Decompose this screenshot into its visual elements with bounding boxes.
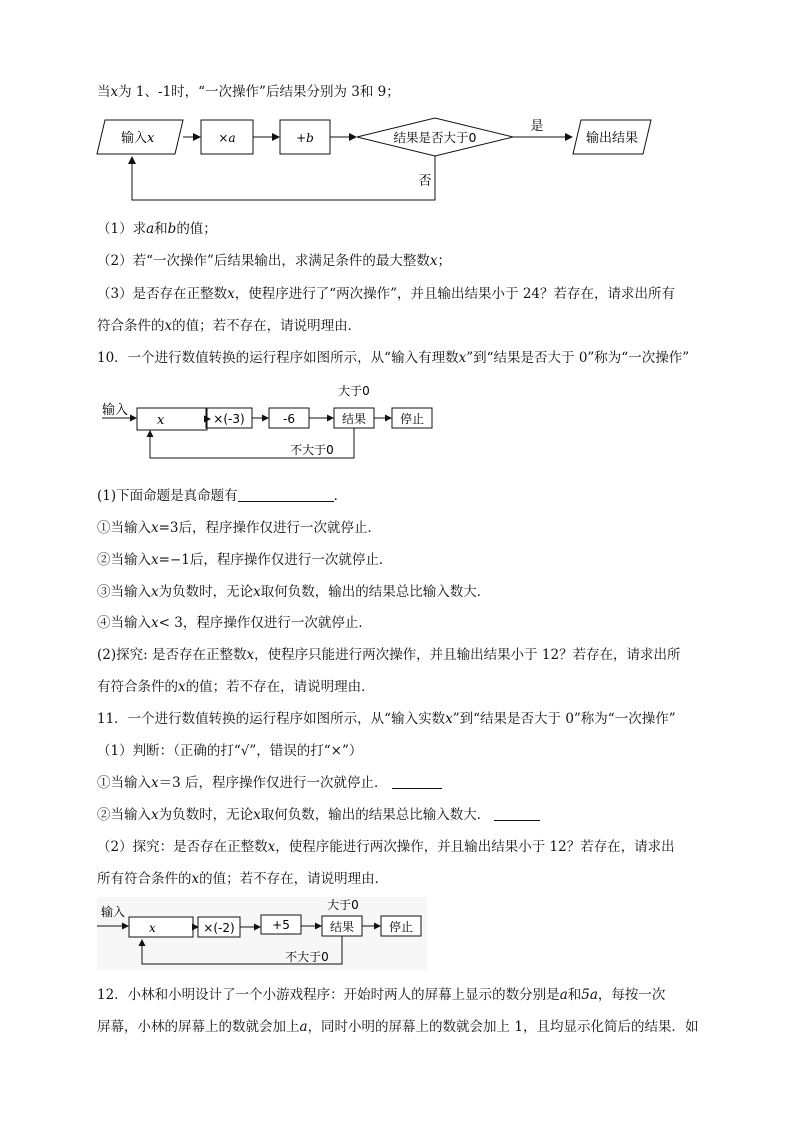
q11-input-label: 输入 (101, 905, 126, 919)
q9-part3: （3）是否存在正整数x，使程序进行了“两次操作”，并且输出结果小于 24？若存在，请求出所有 (97, 286, 675, 302)
flowchart-1 (95, 112, 660, 207)
q10-choice-2: ②当输入x=−1后，程序操作仅进行一次就停止． (97, 552, 393, 568)
q11-box-x (129, 917, 193, 937)
q10-op1-label: ×(-3) (213, 412, 245, 426)
q11-sub2-cont: 所有符合条件的x的值；若不存在，请说明理由． (97, 871, 389, 887)
q10-ngt0-label: 不大于0 (290, 443, 334, 457)
q11-stop-label: 停止 (388, 920, 414, 934)
q10-op2-label: -6 (283, 412, 295, 426)
q11-choice-2: ②当输入x为负数时，无论x取何负数，输出的结果总比输入数大． (97, 805, 540, 825)
op1-label: ×a (218, 131, 236, 145)
answer-blank[interactable] (392, 774, 442, 789)
q11-op1-label: ×(-2) (203, 921, 235, 935)
q12-line1: 12．小林和小明设计了一个小游戏程序：开始时两人的屏幕上显示的数分别是a和5a，每按一次 (97, 987, 666, 1003)
intro-text: 当 (97, 84, 111, 100)
q10-result-label: 结果 (341, 412, 367, 426)
q10-box-x (137, 408, 207, 430)
q11-box-x-label: x (149, 921, 156, 935)
intro-text: 为 1、-1时，“一次操作”后结果分别为 3和 9； (118, 84, 400, 100)
flowchart-q11 (97, 897, 427, 970)
answer-blank[interactable] (238, 487, 334, 502)
decision-label: 结果是否大于0 (393, 130, 477, 145)
q10-input-label: 输入 (102, 403, 129, 418)
q12-line2: 屏幕，小林的屏幕上的数就会加上a，同时小明的屏幕上的数就会加上 1，且均显示化简后的结果．如 (97, 1019, 699, 1035)
q9-part1: （1）求a和b的值； (97, 221, 217, 237)
q11-choice-1: ①当输入x＝3 后，程序操作仅进行一次就停止． (97, 773, 442, 793)
q11-gt0-label: 大于0 (327, 898, 359, 912)
q10-choice-3: ③当输入x为负数时，无论x取何负数，输出的结果总比输入数大． (97, 584, 491, 600)
q9-part3-cont: 符合条件的x的值；若不存在，请说明理由． (97, 318, 362, 334)
q10-gt0-label: 大于0 (338, 384, 370, 398)
q10-sub2-cont: 有符合条件的x的值；若不存在，请说明理由． (97, 679, 375, 695)
q10-choice-1: ①当输入x=3后，程序操作仅进行一次就停止． (97, 520, 382, 536)
q10-title: 10．一个进行数值转换的运行程序如图所示，从“输入有理数x”到“结果是否大于 0”称为“一次操作” (97, 350, 690, 366)
q11-title: 11．一个进行数值转换的运行程序如图所示，从“输入实数x”到“结果是否大于 0”称为“一次操作” (97, 711, 676, 727)
q10-sub1: (1)下面命题是真命题有 ． (97, 488, 348, 504)
q11-judge: （1）判断：（正确的打“√”，错误的打“×”） (97, 743, 363, 759)
no-label: 否 (418, 174, 432, 189)
q11-ngt0-label: 不大于0 (285, 950, 329, 964)
answer-blank[interactable] (494, 806, 540, 821)
intro-line (97, 82, 400, 102)
flowchart-q10 (100, 380, 440, 465)
input-label: 输入x (121, 131, 155, 146)
q10-choice-4: ④当输入x< 3，程序操作仅进行一次就停止． (97, 615, 372, 631)
output-label: 输出结果 (585, 131, 639, 146)
q11-result-label: 结果 (329, 920, 355, 934)
yes-label: 是 (530, 119, 544, 134)
q11-op2-label: +5 (272, 918, 290, 932)
q10-stop-label: 停止 (399, 412, 425, 426)
q11-sub2: （2）探究：是否存在正整数x，使程序能进行两次操作，并且输出结果小于 12？若存在，请求出 (97, 839, 675, 855)
q10-box-x-label: x (157, 413, 165, 428)
q9-part2: （2）若“一次操作”后结果输出，求满足条件的最大整数x； (97, 253, 452, 269)
var-x: x (110, 84, 119, 100)
q10-sub2: (2)探究: 是否存在正整数x，使程序只能进行两次操作，并且输出结果小于 12？若存在，请求出所 (97, 647, 681, 663)
op2-label: +b (296, 131, 314, 145)
